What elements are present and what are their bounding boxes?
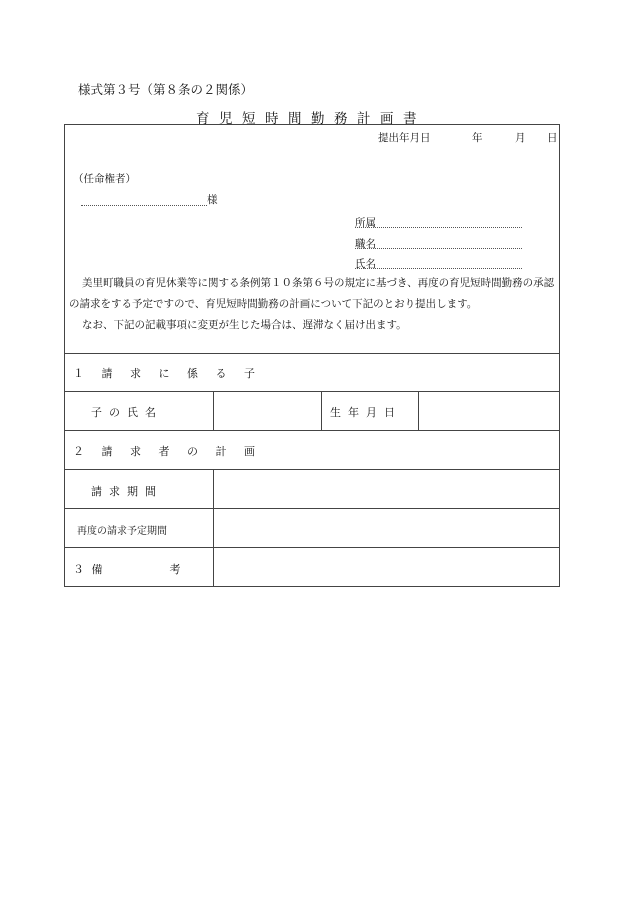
form-number: 様式第３号（第８条の２関係） — [78, 82, 254, 97]
day-field[interactable]: 日 — [547, 132, 558, 144]
birth-date-label: 生年月日 — [330, 406, 402, 419]
reapply-period-field[interactable] — [214, 509, 558, 546]
remarks-field[interactable] — [214, 548, 558, 585]
birth-date-field[interactable] — [419, 392, 558, 429]
body-line-1: 美里町職員の育児休業等に関する条例第１０条第６号の規定に基づき、再度の育児短時間勤務の承認 — [82, 277, 555, 289]
request-period-label: 請求期間 — [91, 485, 163, 498]
affiliation-field[interactable] — [355, 227, 522, 228]
form-table — [64, 124, 560, 587]
name-label: 氏名 — [355, 258, 376, 270]
body-line-2: の請求をする予定ですので、育児短時間勤務の計画について下記のとおり提出します。 — [69, 298, 478, 310]
honorific: 様 — [207, 194, 218, 206]
month-field[interactable]: 月 — [515, 132, 526, 144]
divider — [321, 391, 322, 430]
divider — [65, 430, 559, 431]
position-field[interactable] — [355, 248, 522, 249]
reapply-period-label: 再度の請求予定期間 — [77, 526, 167, 537]
position-label: 職名 — [355, 238, 376, 250]
name-field[interactable] — [355, 268, 522, 269]
appointing-authority-label: （任命権者） — [73, 173, 136, 185]
section-2-heading: ２ 請 求 者 の 計 画 — [73, 445, 262, 458]
affiliation-label: 所属 — [355, 217, 376, 229]
addressee-field[interactable] — [81, 205, 207, 206]
submission-date-label: 提出年月日 — [378, 132, 431, 144]
body-line-3: なお、下記の記載事項に変更が生じた場合は、遅滞なく届け出ます。 — [82, 319, 407, 331]
child-name-field[interactable] — [214, 392, 320, 429]
remarks-label: ３ 備 考 — [73, 563, 183, 576]
document-title: 育児短時間勤務計画書 — [196, 111, 426, 127]
request-period-field[interactable] — [214, 470, 558, 507]
section-1-heading: １ 請 求 に 係 る 子 — [73, 367, 262, 380]
year-field[interactable]: 年 — [472, 132, 483, 144]
child-name-label: 子の氏名 — [91, 406, 163, 419]
divider — [65, 353, 559, 354]
